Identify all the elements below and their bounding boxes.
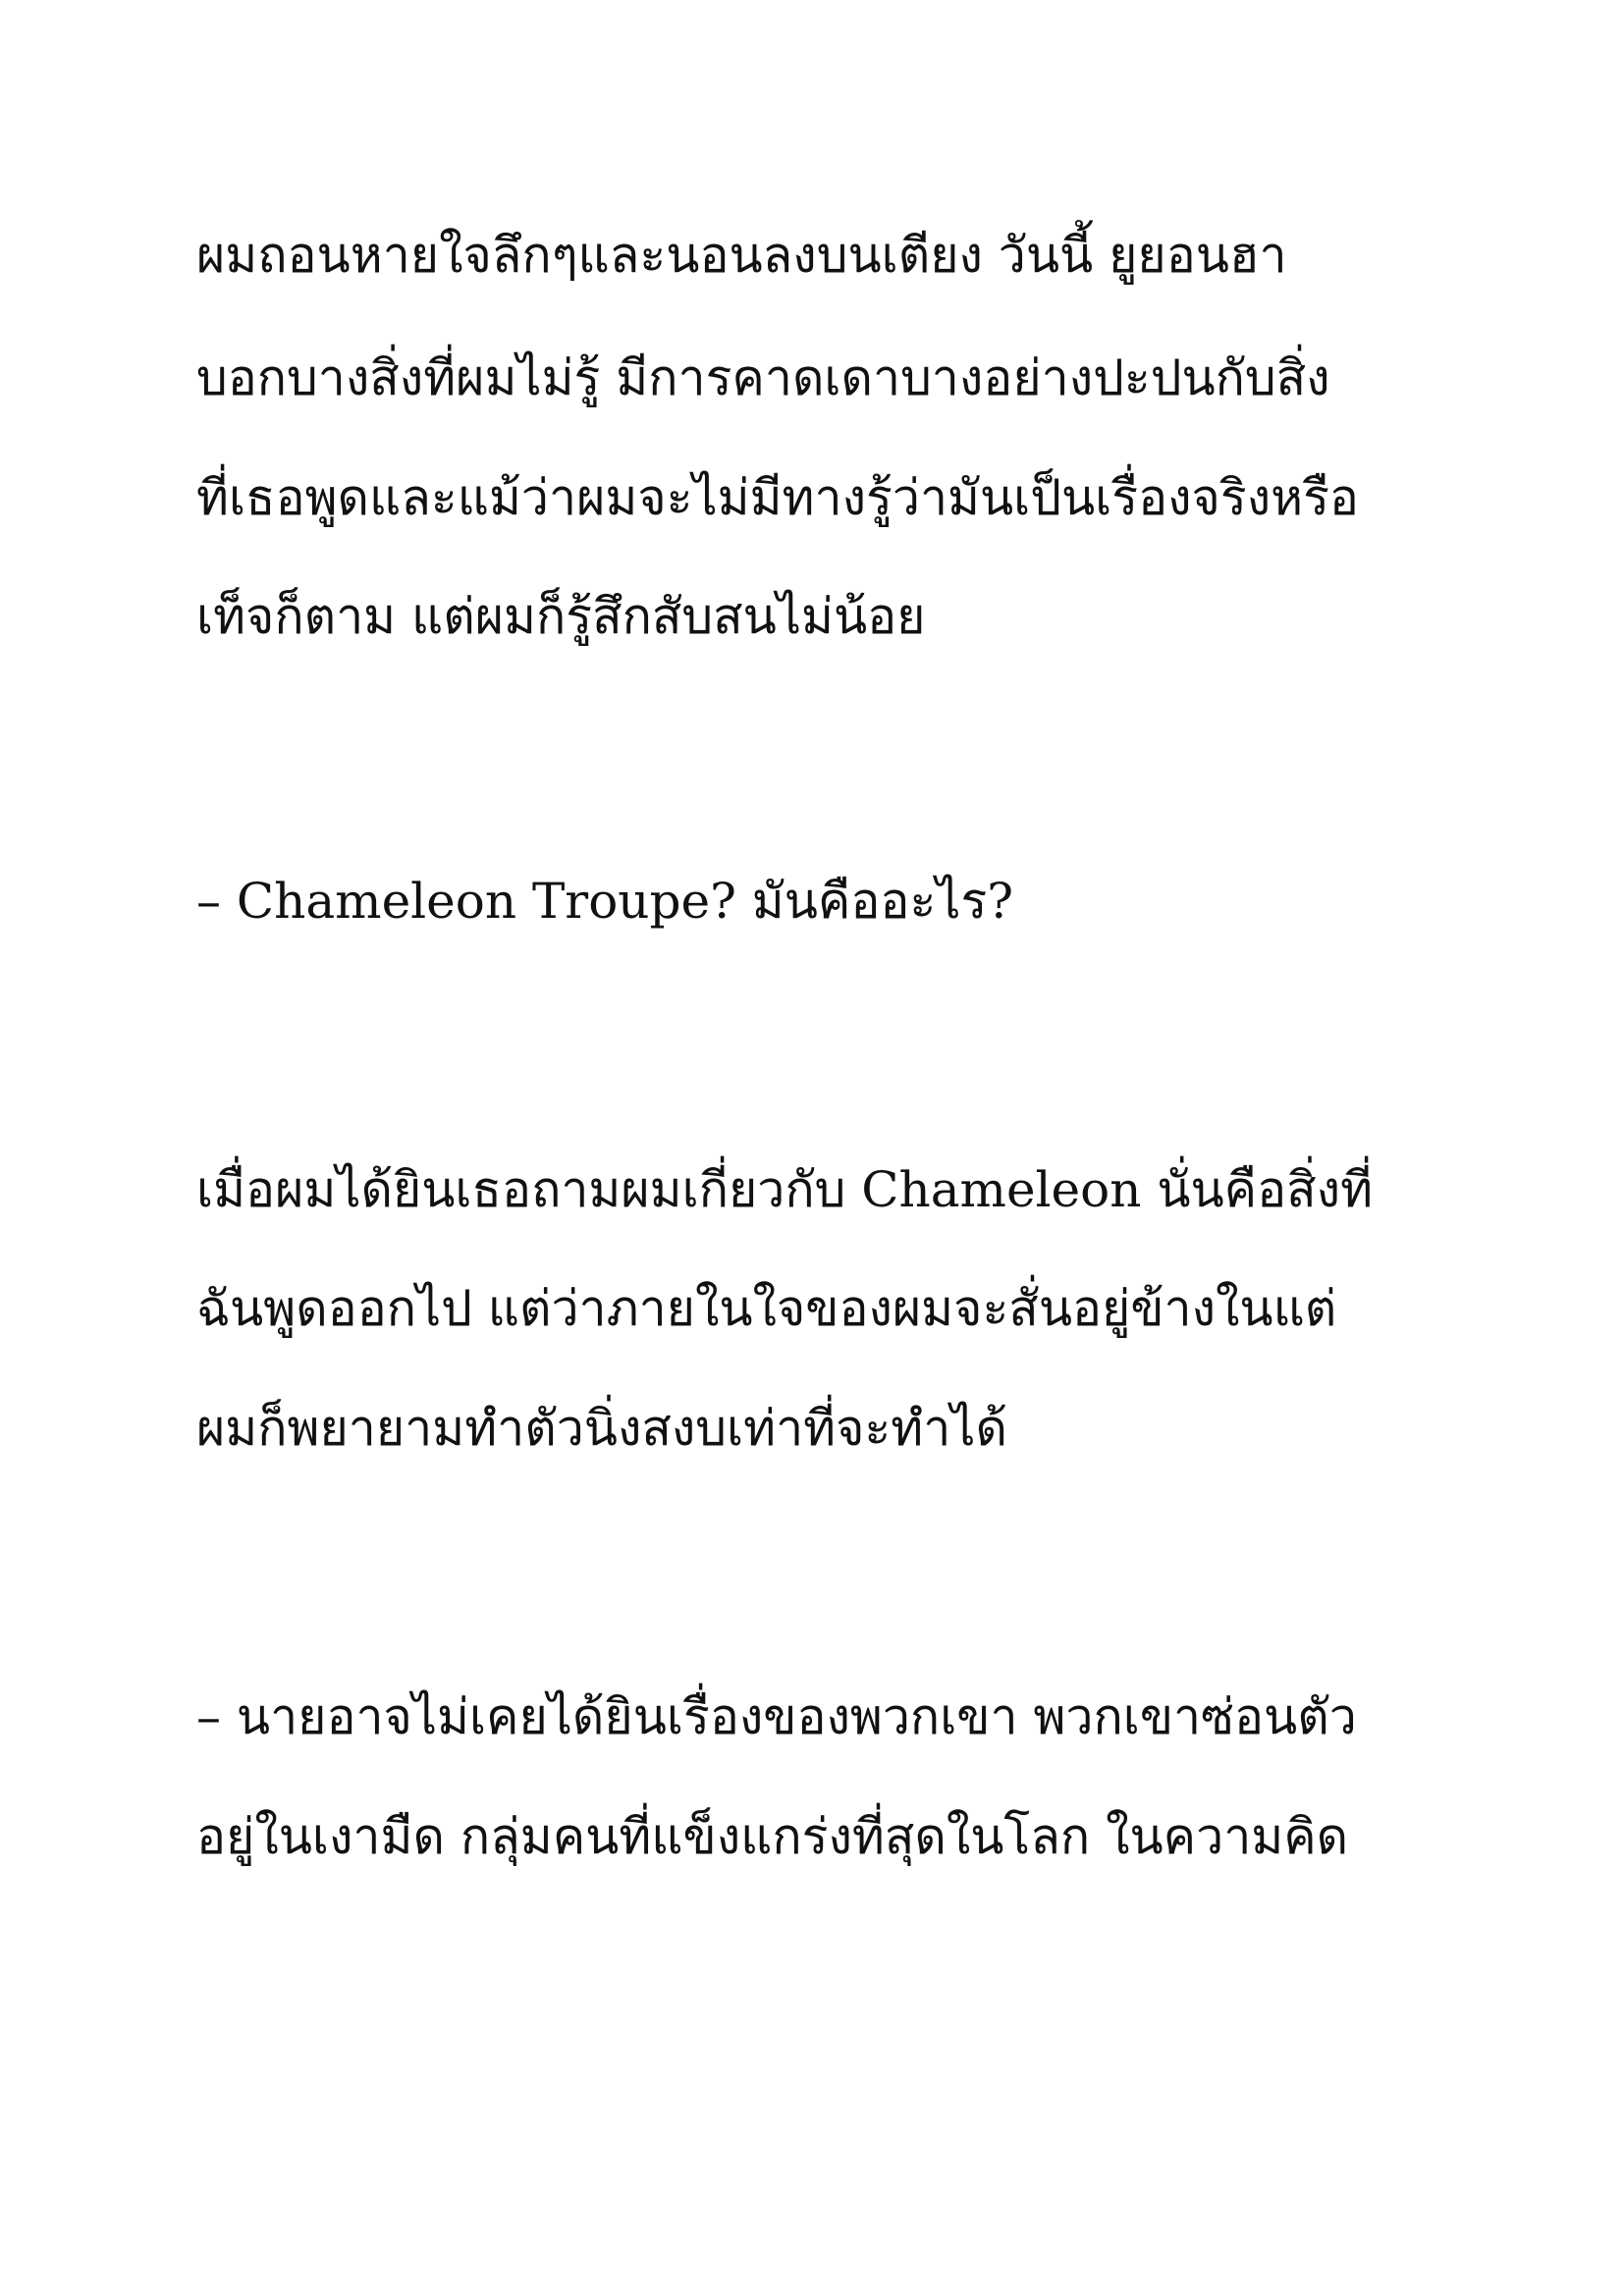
text-line: ผมถอนหายใจลึกๆและนอนลงบนเตียง วันนี้ ยูยอนฮา [196,227,1287,284]
text-line: อยู่ในเงามืด กลุ่มคนที่แข็งแกร่งที่สุดในโลก ในความคิด [196,1808,1349,1865]
text-line: บอกบางสิ่งที่ผมไม่รู้ มีการคาดเดาบางอย่างปะปนกับสิ่ง [196,349,1330,406]
dialogue-line: – นายอาจไม่เคยได้ยินเรื่องของพวกเขา พวกเขาซ่อนตัว [196,1688,1357,1745]
text-line: เมื่อผมได้ยินเธอถามผมเกี่ยวกับ Chameleon นั่นคือสิ่งที่ [196,1161,1374,1218]
text-line: ผมก็พยายามทำตัวนิ่งสงบเท่าที่จะทำได้ [196,1400,1007,1457]
text-line: เท็จก็ตาม แต่ผมก็รู้สึกสับสนไม่น้อย [196,588,926,645]
text-line: ที่เธอพูดและแม้ว่าผมจะไม่มีทางรู้ว่ามันเป็นเรื่องจริงหรือ [196,469,1359,526]
dialogue-line: – Chameleon Troupe? มันคืออะไร? [196,873,1014,930]
text-line: ฉันพูดออกไป แต่ว่าภายในใจของผมจะสั่นอยู่ข้างในแต่ [196,1280,1337,1337]
